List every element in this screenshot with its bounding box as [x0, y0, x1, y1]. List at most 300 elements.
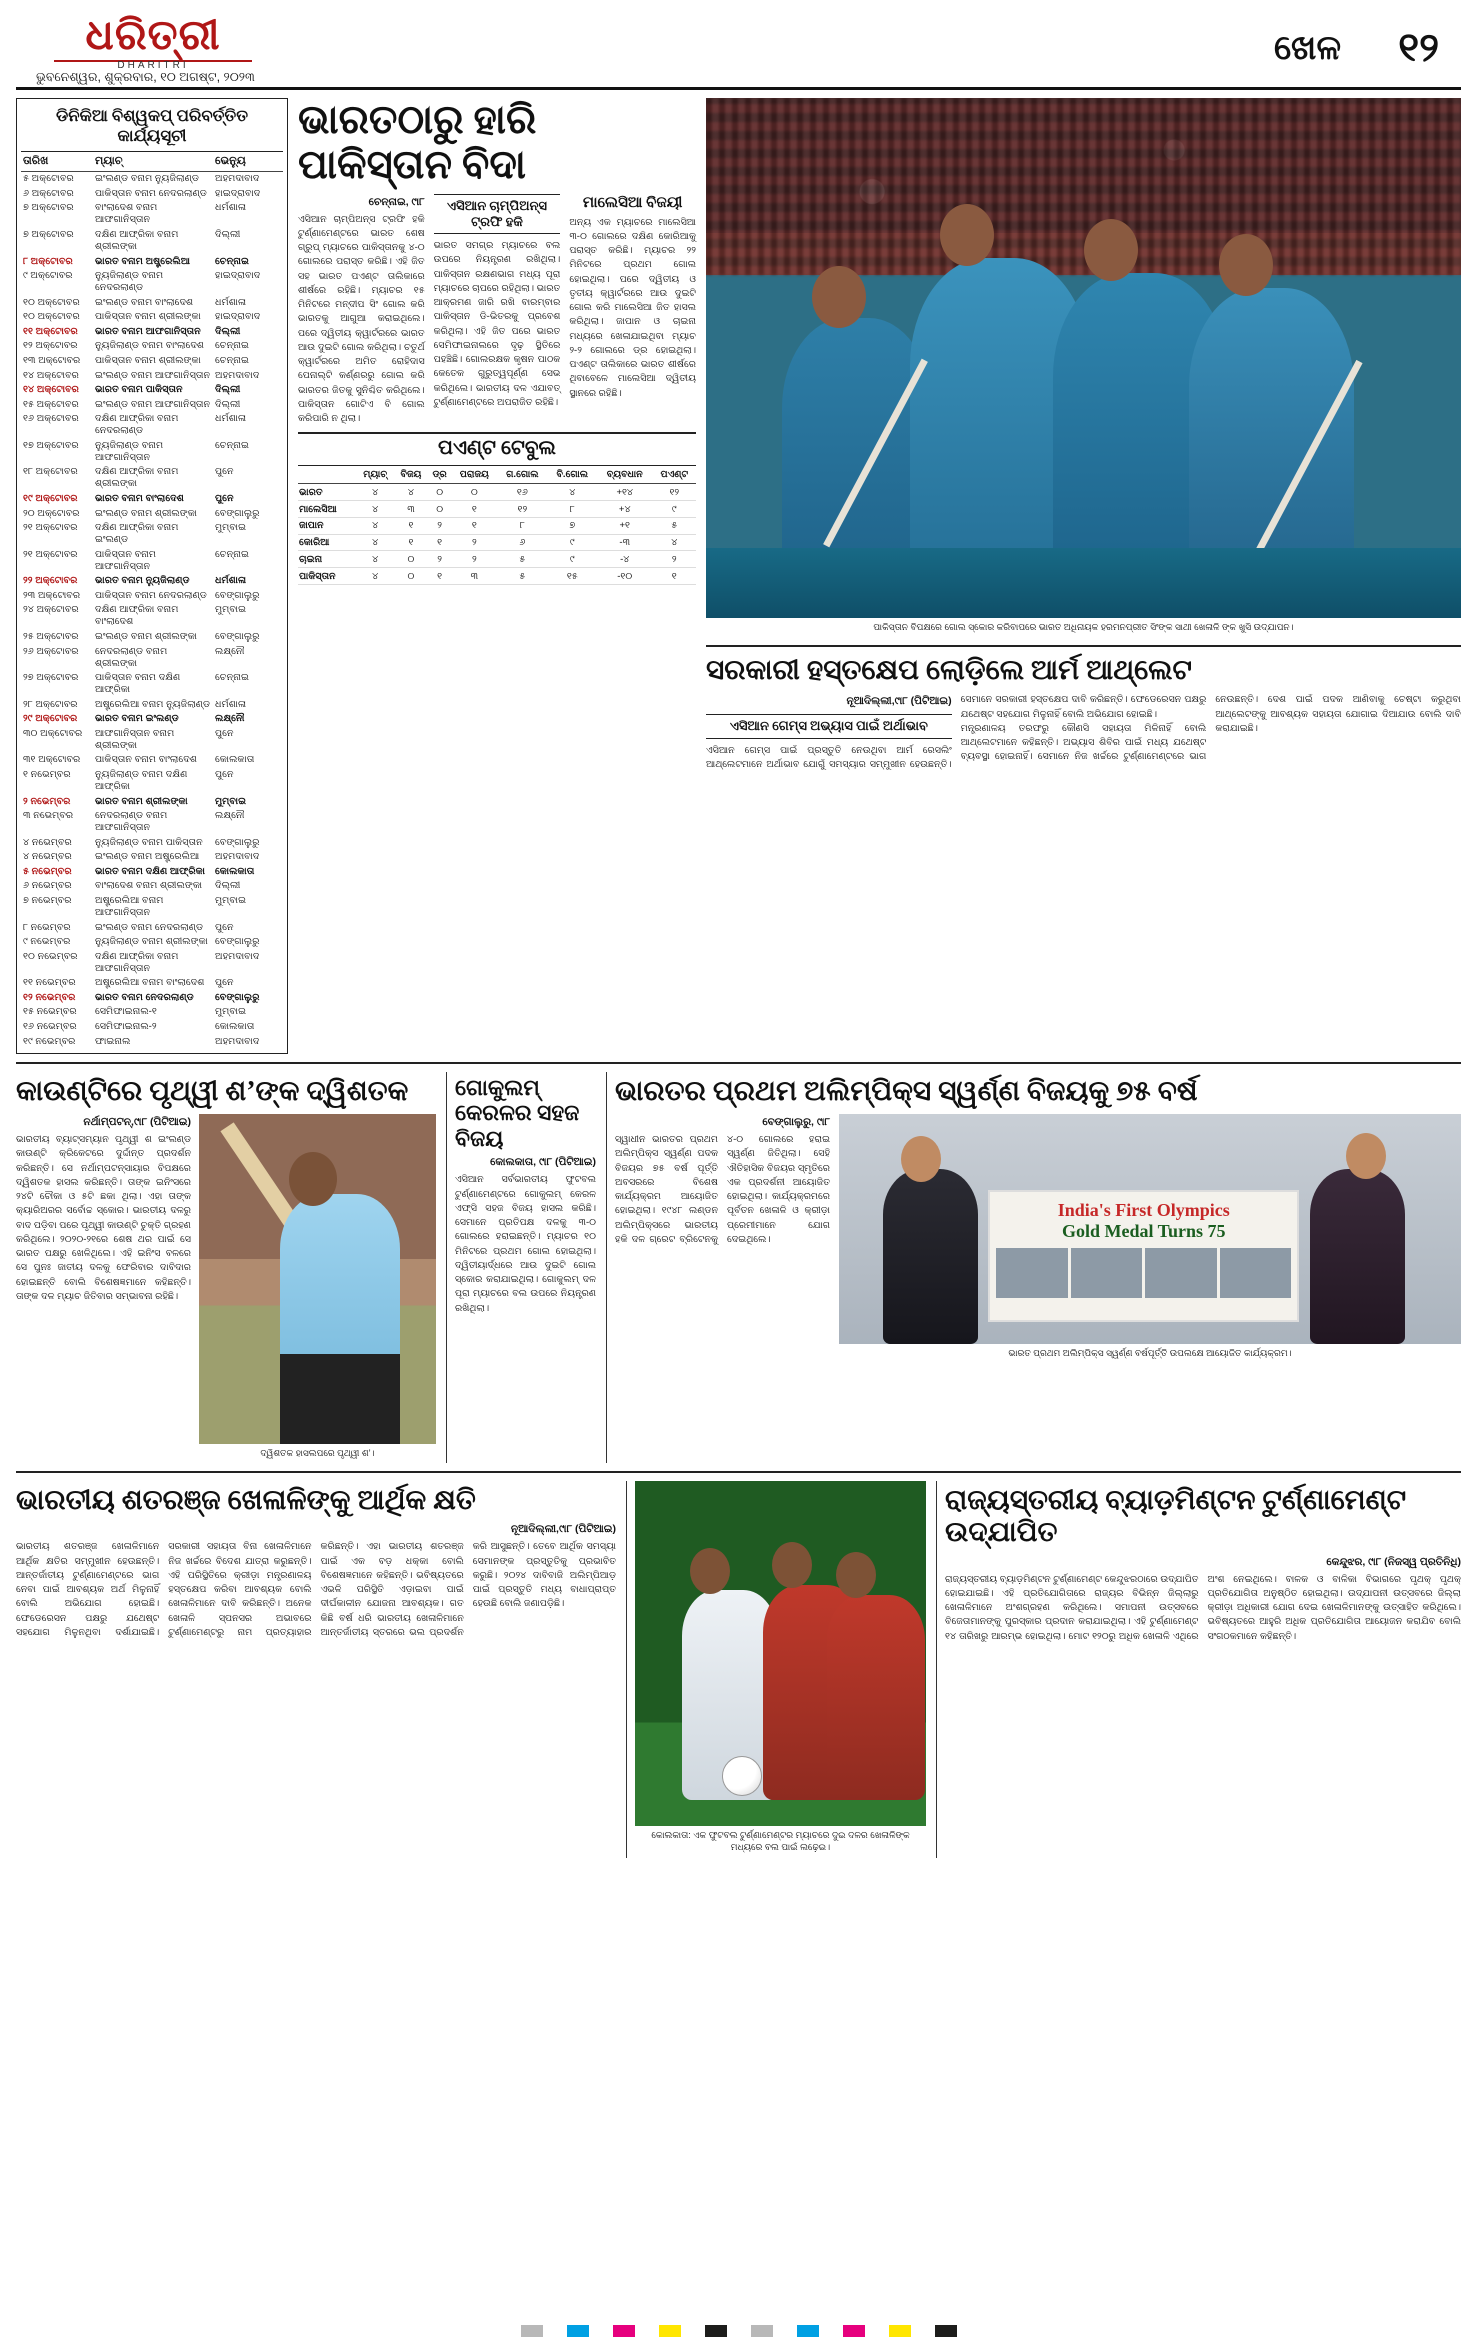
schedule-row	[21, 1005, 283, 1020]
schedule-cell-m: ଅଷ୍ଟ୍ରେଲିଆ ବନାମ ଆଫଗାନିସ୍ତାନ	[95, 895, 164, 919]
story7-column	[936, 1481, 1461, 1857]
story6-body: ଭାରତୀୟ ଶତରଞ୍ଜ ଖେଳାଳିମାନେ ଆର୍ଥିକ କ୍ଷତିର ସମ୍ମୁଖୀନ ହେଉଛନ୍ତି। ଆନ୍ତର୍ଜାତୀୟ ଟୁର୍ଣ୍ଣାମେଣ୍ଟରେ ଭାଗ ନେବା ପାଇଁ ଆବଶ୍ୟକ ଅର୍ଥ ମିଳୁନାହିଁ ବୋଲି ଅଭିଯୋଗ ହୋଇଛି। ଫେଡେରେସନ ପକ୍ଷରୁ ଯଥେଷ୍ଟ ସହଯୋଗ ମିଳୁନଥିବା ଦର୍ଶାଯାଇଛି। ସରକାରୀ ସହାୟତା ବିନା ଖେଳାଳିମାନେ ନିଜ ଖର୍ଚ୍ଚରେ ବିଦେଶ ଯାତ୍ରା କରୁଛନ୍ତି। ଏହି ପରିସ୍ଥିତିରେ କ୍ରୀଡ଼ା ମନ୍ତ୍ରଣାଳୟ ହସ୍ତକ୍ଷେପ କରିବା ଆବଶ୍ୟକ ବୋଲି ଖେଳାଳିମାନେ ଦାବି କରିଛନ୍ତି। ଅନେକ ଖେଳାଳି ସ୍ପନସର ଅଭାବରେ ଟୁର୍ଣ୍ଣାମେଣ୍ଟରୁ ନାମ ପ୍ରତ୍ୟାହାର କରିଛନ୍ତି। ଏହା ଭାରତୀୟ ଶତରଞ୍ଜ ପାଇଁ ଏକ ବଡ଼ ଧକ୍କା ବୋଲି ବିଶେଷଜ୍ଞମାନେ କହିଛନ୍ତି। ଭବିଷ୍ୟତରେ ଏଭଳି ପରିସ୍ଥିତି ଏଡ଼ାଇବା ପାଇଁ ଦୀର୍ଘକାଳୀନ ଯୋଜନା ଆବଶ୍ୟକ। ଗତ କିଛି ବର୍ଷ ଧରି ଭାରତୀୟ ଖେଳାଳିମାନେ ଆନ୍ତର୍ଜାତୀୟ ସ୍ତରରେ ଭଲ ପ୍ରଦର୍ଶନ କରି ଆସୁଛନ୍ତି। ତେବେ ଆର୍ଥିକ ସମସ୍ୟା ସେମାନଙ୍କ ପ୍ରସ୍ତୁତିକୁ ପ୍ରଭାବିତ କରୁଛି। ୨୦୨୪ ଦାବିବାଜି ଅଲିମ୍ପିଆଡ଼ ପାଇଁ ପ୍ରସ୍ତୁତି ମଧ୍ୟ ବାଧାପ୍ରାପ୍ତ ହେଉଛି ବୋଲି ଜଣାପଡ଼ିଛି।	[16, 1541, 616, 1638]
schedule-row	[21, 172, 283, 187]
schedule-cell-d: ୫ ଅକ୍ଟୋବର	[23, 173, 74, 185]
schedule-cell-m: ଇଂଲଣ୍ଡ ବନାମ ଶ୍ରୀଲଙ୍କା	[95, 507, 197, 519]
story5-photo-wrap	[839, 1114, 1461, 1363]
schedule-cell-m: ଅଷ୍ଟ୍ରେଲିଆ ବନାମ ନ୍ୟୁଜିଲାଣ୍ଡ	[95, 698, 211, 710]
schedule-cell-m: ଦକ୍ଷିଣ ଆଫ୍ରିକା ବନାମ ନେଦରଲାଣ୍ଡ	[95, 413, 179, 437]
publication-dateline: ଭୁବନେଶ୍ୱର, ଶୁକ୍ରବାର, ୧୦ ଅଗଷ୍ଟ, ୨୦୨୩	[36, 70, 255, 84]
schedule-title: ଡିନିକିଆ ବିଶ୍ୱକପ୍ ପରିବର୍ତ୍ତିତ କାର୍ଯ୍ୟସୂଚୀ	[21, 103, 283, 152]
point-table-row	[298, 551, 696, 568]
schedule-row	[21, 397, 283, 412]
lead-dateline: ଚେନ୍ନାଇ, ୯ା୮	[368, 195, 425, 208]
schedule-row	[21, 1034, 283, 1049]
schedule-cell-v: ଚେନ୍ନାଇ	[215, 255, 249, 267]
schedule-cell-v: ଅହମଦାବାଦ	[215, 851, 260, 863]
schedule-cell-m: ଆଫଗାନିସ୍ତାନ ବନାମ ଶ୍ରୀଲଙ୍କା	[95, 727, 175, 751]
schedule-cell-m: ଦକ୍ଷିଣ ଆଫ୍ରିକା ବନାମ ଇଂଲଣ୍ଡ	[95, 522, 179, 546]
schedule-cell-m: ପାକିସ୍ତାନ ବନାମ ବାଂଲାଦେଶ	[95, 754, 197, 766]
person-left-face	[901, 1136, 941, 1182]
print-registration-bar	[0, 2323, 1477, 2339]
schedule-cell-d: ୮ ଅକ୍ଟୋବର	[23, 255, 73, 267]
point-table-header-cell: ବି.ଗୋଲ	[548, 466, 597, 484]
point-table-value: ୪	[548, 484, 597, 501]
schedule-cell-v: ମୁମ୍ବାଇ	[215, 604, 247, 616]
newspaper-logo	[38, 14, 268, 71]
schedule-row	[21, 727, 283, 754]
schedule-row	[21, 768, 283, 795]
lead-body-2: ଭାରତ ସମଗ୍ର ମ୍ୟାଚରେ ବଲ ଉପରେ ନିୟନ୍ତ୍ରଣ ରଖିଥିଲା। ପାକିସ୍ତାନ ରକ୍ଷଣଭାଗ ମଧ୍ୟ ପୂରା ମ୍ୟାଚରେ ଚାପରେ ରହିଥିଲା। ଭାରତ ଆକ୍ରମଣ ଜାରି ରଖି ବାରମ୍ବାର ପାକିସ୍ତାନ ଡି-ଭିତରକୁ ପ୍ରବେଶ କରିଥିଲା। ଏହି ଜିତ ପରେ ଭାରତ ସେମିଫାଇନାଲରେ ଦୃଢ଼ ସ୍ଥିତିରେ ପହଞ୍ଚିଛି। ଗୋଲରକ୍ଷକ କୃଷନ ପାଠକ କେତେକ ଗୁରୁତ୍ୱପୂର୍ଣ୍ଣ ସେଭ କରିଥିଲେ। ଭାରତୀୟ ଦଳ ଏଯାବତ୍ ଟୁର୍ଣ୍ଣାମେଣ୍ଟରେ ଅପରାଜିତ ରହିଛି।	[433, 240, 561, 408]
story3-body: ଭାରତୀୟ ବ୍ୟାଟ୍‌ସମ୍ୟାନ ପୃଥ୍ୱୀ ଶ ଇଂଲଣ୍ଡ କାଉଣ୍ଟି କ୍ରିକେଟରେ ଦୁର୍ଦ୍ଦାନ୍ତ ପ୍ରଦର୍ଶନ କରିଛନ୍ତି। ସେ ନର୍ଥାମ୍ପଟନ୍‌ସାୟାର ବିପକ୍ଷରେ ଦ୍ୱିଶତକ ହାସଲ କରିଛନ୍ତି। ତାଙ୍କ ଇନିଂସରେ ୨୪ଟି ଚୌକା ଓ ୫ଟି ଛକା ଥିଲା। ଏହା ତାଙ୍କ କ୍ୟାରିଅରର ସର୍ବୋଚ୍ଚ ସ୍କୋର। ଭାରତୀୟ ଦଳରୁ ବାଦ ପଡ଼ିବା ପରେ ପୃଥ୍ୱୀ କାଉଣ୍ଟି ଚୁକ୍ତି ଗ୍ରହଣ କରିଥିଲେ। ୨୦୨୦-୨୧ରେ ଶେଷ ଥର ପାଇଁ ସେ ଭାରତ ପକ୍ଷରୁ ଖେଳିଥିଲେ। ଏହି ଇନିଂସ ବଳରେ ସେ ପୁନଃ ଜାତୀୟ ଦଳକୁ ଫେରିବାର ଦାବିଦାର ହୋଇଛନ୍ତି ବୋଲି ବିଶେଷଜ୍ଞମାନେ କହିଛନ୍ତି। ତାଙ୍କ ଦଳ ମ୍ୟାଚ ଜିତିବାର ସମ୍ଭାବନା ରହିଛି।	[16, 1134, 191, 1302]
schedule-col-date: ତାରିଖ	[21, 152, 93, 172]
story3-column	[16, 1072, 436, 1463]
story2-body-columns	[706, 693, 1461, 772]
schedule-row	[21, 920, 283, 935]
commemorative-banner	[988, 1190, 1299, 1322]
story6-column	[16, 1481, 616, 1857]
schedule-row	[21, 850, 283, 865]
section-rule-1	[706, 645, 1461, 647]
schedule-cell-m: ନ୍ୟୁଜିଲାଣ୍ଡ ବନାମ ଆଫଗାନିସ୍ତାନ	[95, 439, 164, 463]
banner-photo-1	[996, 1248, 1068, 1298]
schedule-cell-m: ନେଦରଲାଣ୍ଡ ବନାମ ଶ୍ରୀଲଙ୍କା	[95, 645, 168, 669]
schedule-cell-v: ଦିଲ୍ଲୀ	[215, 325, 241, 337]
schedule-row	[21, 368, 283, 383]
schedule-col-match: ମ୍ୟାଚ୍	[93, 152, 213, 172]
schedule-row	[21, 753, 283, 768]
schedule-cell-d: ୧୯ ଅକ୍ଟୋବର	[23, 493, 78, 505]
schedule-cell-v: ଅହମଦାବାଦ	[215, 950, 260, 962]
player-4-head	[1219, 234, 1273, 296]
schedule-row	[21, 991, 283, 1006]
schedule-cell-m: ନ୍ୟୁଜିଲାଣ୍ଡ ବନାମ ପାକିସ୍ତାନ	[95, 836, 203, 848]
schedule-cell-v: ଧର୍ମଶାଳା	[215, 202, 247, 214]
schedule-cell-d: ୧୫ ନଭେମ୍ବର	[23, 1006, 77, 1018]
point-table-value: ୫	[497, 568, 548, 585]
point-table-value: ୧	[452, 517, 498, 534]
player-2-head	[940, 204, 994, 266]
footballer-red-2-head	[836, 1552, 876, 1598]
point-table-value: ୩	[452, 568, 498, 585]
schedule-row	[21, 949, 283, 976]
story3-photo-caption: ଦ୍ୱିଶତକ ହାସଲପରେ ପୃଥ୍ୱୀ ଶ’।	[260, 1448, 375, 1459]
schedule-cell-d: ୭ ଅକ୍ଟୋବର	[23, 229, 74, 241]
point-table-value: ୯	[548, 551, 597, 568]
registration-swatch	[843, 2325, 865, 2337]
schedule-cell-d: ୯ ନଭେମ୍ବର	[23, 936, 71, 948]
schedule-col-venue: ଭେନ୍ୟୁ	[213, 152, 283, 172]
schedule-row	[21, 809, 283, 836]
point-table-value: ୪	[356, 534, 394, 551]
schedule-cell-d: ୭ ନଭେମ୍ବର	[23, 895, 72, 907]
schedule-cell-d: ୬ ନଭେମ୍ବର	[23, 880, 72, 892]
point-table-team: କୋରିଆ	[298, 534, 356, 551]
story3-text-wrap	[16, 1114, 191, 1463]
lead-photo-caption: ପାକିସ୍ତାନ ବିପକ୍ଷରେ ଗୋଲ ସ୍କୋର କରିବାପରେ ଭାରତ ଅଧିନାୟକ ହରମନପ୍ରୀତ ସିଂଙ୍କ ସାଥୀ ଖେଳାଳି ଙ୍କ ଖୁସି ଉଦ୍‌ଯାପନ।	[873, 622, 1294, 632]
schedule-row	[21, 187, 283, 202]
schedule-row	[21, 644, 283, 671]
point-table-value: ୧	[653, 568, 696, 585]
story5-dateline: ବେଙ୍ଗାଲୁରୁ, ୯ା୮	[762, 1116, 830, 1129]
schedule-cell-m: ବାଂଲାଦେଶ ବନାମ ଶ୍ରୀଲଙ୍କା	[95, 880, 203, 892]
point-table-value: ୪	[394, 484, 428, 501]
schedule-row	[21, 879, 283, 894]
point-table-value: ୧୬	[497, 484, 548, 501]
schedule-cell-v: ଦିଲ୍ଲୀ	[215, 398, 241, 410]
player-1-head	[812, 266, 866, 328]
schedule-cell-d: ୨୩ ଅକ୍ଟୋବର	[23, 589, 81, 601]
lead-subhead-1: ଏସିଆନ ଚାମ୍ପିଅନ୍ସ ଟ୍ରଫି ହକି	[434, 194, 561, 235]
schedule-cell-d: ୧୨ ଅକ୍ଟୋବର	[23, 340, 78, 352]
schedule-cell-v: ପୁନେ	[215, 977, 234, 989]
point-table-value: ୨	[452, 534, 498, 551]
schedule-cell-v: ଧର୍ମଶାଳା	[215, 296, 247, 308]
point-table	[298, 466, 696, 585]
schedule-cell-m: ନ୍ୟୁଜିଲାଣ୍ଡ ବନାମ ନେଦରଲାଣ୍ଡ	[95, 270, 164, 294]
lead-story-column	[298, 98, 696, 1054]
point-table-body	[298, 484, 696, 585]
schedule-cell-v: କୋଲକାତା	[215, 754, 255, 766]
point-table-value: ୧	[428, 568, 452, 585]
schedule-cell-m: ଭାରତ ବନାମ ଅଷ୍ଟ୍ରେଲିଆ	[95, 255, 190, 267]
schedule-cell-v: ବେଙ୍ଗାଲୁରୁ	[215, 507, 260, 519]
point-table-value: ୨	[428, 517, 452, 534]
schedule-cell-m: ପାକିସ୍ତାନ ବନାମ ଆଫଗାନିସ୍ତାନ	[95, 548, 157, 572]
point-table-value: ୪	[356, 551, 394, 568]
registration-swatch	[751, 2325, 773, 2337]
schedule-cell-d: ୪ ନଭେମ୍ବର	[23, 836, 72, 848]
schedule-row	[21, 325, 283, 340]
schedule-cell-m: ପାକିସ୍ତାନ ବନାମ ନେଦରଲାଣ୍ଡ	[95, 589, 207, 601]
schedule-cell-v: କୋଲକାତା	[215, 1021, 255, 1033]
schedule-cell-v: ପୁନେ	[215, 727, 234, 739]
point-table-value: ୨	[428, 551, 452, 568]
schedule-cell-m: ନେଦରଲାଣ୍ଡ ବନାମ ଆଫଗାନିସ୍ତାନ	[95, 810, 168, 834]
football-match-photo	[635, 1481, 926, 1826]
point-table-value: ୦	[428, 501, 452, 518]
schedule-cell-d: ୨୯ ଅକ୍ଟୋବର	[23, 713, 78, 725]
point-table-value: ୪	[356, 517, 394, 534]
schedule-cell-m: ପାକିସ୍ତାନ ବନାମ ଦକ୍ଷିଣ ଆଫ୍ରିକା	[95, 672, 181, 696]
story7-headline: ରାଜ୍ୟସ୍ତରୀୟ ବ୍ୟାଡ଼ମିଣ୍ଟନ ଟୁର୍ଣ୍ଣାମେଣ୍ଟ ଉଦ୍‌ଯାପିତ	[945, 1485, 1407, 1549]
point-table-value: ୭	[548, 517, 597, 534]
footballer-red-2	[827, 1595, 925, 1800]
page-number: ୧୨	[1398, 25, 1439, 70]
schedule-row	[21, 630, 283, 645]
point-table-value: ୦	[394, 551, 428, 568]
olympics-anniversary-photo	[839, 1114, 1461, 1344]
schedule-cell-d: ୨୫ ଅକ୍ଟୋବର	[23, 631, 79, 643]
story3-photo-wrap	[199, 1114, 436, 1463]
story2-body-2: ମନ୍ତ୍ରଣାଳୟ ତରଫରୁ କୌଣସି ସହାୟତା ମିଳିନାହିଁ ବୋଲି ଆଥ୍‌ଲେଟମାନେ କହିଛନ୍ତି। ଅଭ୍ୟାସ ଶିବିର ପାଇଁ ମଧ୍ୟ ଯଥେଷ୍ଟ ବ୍ୟବସ୍ଥା ହୋଇନାହିଁ। ସେମାନେ ନିଜ ଖର୍ଚ୍ଚରେ ଟୁର୍ଣ୍ଣାମେଣ୍ଟରେ ଭାଗ ନେଉଛନ୍ତି। ଦେଶ ପାଇଁ ପଦକ ଆଣିବାକୁ ଚେଷ୍ଟା କରୁଥିବା ଆଥ୍‌ଲେଟଙ୍କୁ ଆବଶ୍ୟକ ସହାୟତା ଯୋଗାଇ ଦିଆଯାଉ ବୋଲି ଦାବି କରାଯାଇଛି।	[960, 694, 1461, 763]
point-table-value: ୮	[497, 517, 548, 534]
schedule-cell-v: ମୁମ୍ବାଇ	[215, 1006, 247, 1018]
point-table-value: ୨	[452, 551, 498, 568]
schedule-cell-v: ଧର୍ମଶାଳା	[215, 413, 247, 425]
point-table-team: ପାକିସ୍ତାନ	[298, 568, 356, 585]
schedule-cell-v: ବେଙ୍ଗାଲୁରୁ	[215, 836, 260, 848]
schedule-cell-v: ବେଙ୍ଗାଲୁରୁ	[215, 589, 260, 601]
schedule-row	[21, 865, 283, 880]
point-table-header-cell: ମ୍ୟାଚ୍	[356, 466, 394, 484]
schedule-cell-v: ଚେନ୍ନାଇ	[215, 355, 249, 367]
schedule-cell-v: ଦିଲ୍ଲୀ	[215, 384, 241, 396]
schedule-cell-v: ହାଇଦ୍ରାବାଦ	[215, 187, 261, 199]
schedule-row	[21, 794, 283, 809]
point-table-header-cell: ବ୍ୟବଧାନ	[597, 466, 653, 484]
schedule-cell-d: ୧୬ ଅକ୍ଟୋବର	[23, 413, 79, 425]
story3-layout	[16, 1114, 436, 1463]
point-table-value: ୦	[452, 484, 498, 501]
schedule-cell-v: ମୁମ୍ବାଇ	[215, 522, 247, 534]
batsman-head	[289, 1152, 337, 1206]
schedule-row	[21, 712, 283, 727]
story5-photo-caption: ଭାରତ ପ୍ରଥମ ଅଲିମ୍ପିକ୍ସ ସ୍ୱର୍ଣ୍ଣ ବର୍ଷପୂର୍ତ୍ତି ଉପଲକ୍ଷେ ଆୟୋଜିତ କାର୍ଯ୍ୟକ୍ରମ।	[1008, 1348, 1292, 1359]
story6-dateline: ନୂଆଦିଲ୍ଲୀ,୯ା୮ (ପିଟିଆଇ)	[510, 1523, 616, 1536]
point-table-value: ୧	[394, 534, 428, 551]
point-table-value: ୯	[548, 534, 597, 551]
point-table-value: ୩	[394, 501, 428, 518]
schedule-cell-v: ପୁନେ	[215, 769, 234, 781]
story4-column	[446, 1072, 596, 1463]
story5-column	[606, 1072, 1461, 1463]
point-table-header-cell: ଡ୍ର	[428, 466, 452, 484]
schedule-row	[21, 589, 283, 604]
banner-line-2: Gold Medal Turns 75	[1062, 1221, 1226, 1242]
registration-swatch	[797, 2325, 819, 2337]
schedule-cell-v: ଲକ୍ଷ୍ନୌ	[215, 810, 245, 822]
point-table-title: ପଏଣ୍ଟ ଟେବୁଲ	[298, 432, 696, 466]
schedule-header-row	[21, 152, 283, 172]
story2-boxhead: ଏସିଆନ ଗେମ୍ସ ଅଭ୍ୟାସ ପାଇଁ ଅର୍ଥାଭାବ	[706, 714, 952, 738]
schedule-row	[21, 354, 283, 369]
schedule-cell-d: ୩୧ ଅକ୍ଟୋବର	[23, 754, 81, 766]
schedule-cell-d: ୨୬ ଅକ୍ଟୋବର	[23, 645, 79, 657]
person-left	[883, 1169, 978, 1344]
schedule-box	[16, 98, 288, 1054]
point-table-row	[298, 568, 696, 585]
schedule-cell-m: ଇଂଲଣ୍ଡ ବନାମ ଅଷ୍ଟ୍ରେଲିଆ	[95, 851, 200, 863]
point-table-row	[298, 501, 696, 518]
masthead	[16, 12, 1461, 90]
schedule-cell-m: ଦକ୍ଷିଣ ଆଫ୍ରିକା ବନାମ ଶ୍ରୀଲଙ୍କା	[95, 229, 179, 252]
schedule-cell-d: ୧୦ ନଭେମ୍ବର	[23, 950, 78, 962]
schedule-cell-d: ୧୨ ନଭେମ୍ବର	[23, 991, 76, 1003]
point-table-value: +୧୪	[597, 484, 653, 501]
schedule-row	[21, 1020, 283, 1035]
banner-photo-strip	[990, 1242, 1297, 1304]
story5-headline: ଭାରତର ପ୍ରଥମ ଅଲିମ୍ପିକ୍ସ ସ୍ୱର୍ଣ୍ଣ ବିଜୟକୁ ୭୫ ବର୍ଷ	[615, 1075, 1198, 1107]
banner-photo-4	[1220, 1248, 1292, 1298]
schedule-row	[21, 547, 283, 574]
point-table-value: ୧୨	[653, 484, 696, 501]
schedule-row	[21, 894, 283, 921]
point-table-value: ୪	[356, 484, 394, 501]
schedule-cell-v: ହାଇଦ୍ରାବାଦ	[215, 311, 261, 323]
schedule-cell-m: ଭାରତ ବନାମ ଇଂଲଣ୍ଡ	[95, 713, 179, 725]
schedule-cell-v: ଦିଲ୍ଲୀ	[215, 880, 241, 892]
schedule-cell-v: ଧର୍ମଶାଳା	[215, 575, 247, 587]
registration-swatch	[659, 2325, 681, 2337]
point-table-value: ୮	[548, 501, 597, 518]
schedule-cell-d: ୧୭ ଅକ୍ଟୋବର	[23, 439, 79, 451]
schedule-cell-m: ଇଂଲଣ୍ଡ ବନାମ ଆଫଗାନିସ୍ତାନ	[95, 398, 211, 410]
lead-body-1: ଏସିଆନ ଚାମ୍ପିଅନ୍ସ ଟ୍ରଫି ହକି ଟୁର୍ଣ୍ଣାମେଣ୍ଟରେ ଭାରତ ଶେଷ ଗ୍ରୁପ୍ ମ୍ୟାଚରେ ପାକିସ୍ତାନକୁ ୪-୦ ଗୋଲରେ ପରାସ୍ତ କରିଛି। ଏହି ଜିତ ସହ ଭାରତ ପଏଣ୍ଟ ତାଲିକାରେ ଶୀର୍ଷରେ ରହିଛି। ମ୍ୟାଚର ୧୫ ମିନିଟରେ ମନ୍‌ଦୀପ ସିଂ ଗୋଲ କରି ଭାରତକୁ ଆଗୁଆ କରାଇଥିଲେ। ପରେ ଦ୍ୱିତୀୟ କ୍ୱାର୍ଟରରେ ଭାରତ ଆଉ ଦୁଇଟି ଗୋଲ କରିଥିଲା। ଚତୁର୍ଥ କ୍ୱାର୍ଟରରେ ଅମିତ ରୋହିଦାସ ପେନାଲ୍ଟି କର୍ଣ୍ଣରରୁ ଗୋଲ କରି ଭାରତର ଜିତକୁ ସୁନିଶ୍ଚିତ କରିଥିଲେ। ପାକିସ୍ତାନ ଗୋଟିଏ ବି ଗୋଲ କରିପାରି ନ ଥିଲା।	[298, 213, 425, 425]
schedule-cell-m: ଫାଇନାଲ	[95, 1035, 131, 1047]
schedule-cell-d: ୩୦ ଅକ୍ଟୋବର	[23, 727, 83, 739]
story2-body-1: ଏସିଆନ ଗେମ୍ସ ପାଇଁ ପ୍ରସ୍ତୁତି ନେଉଥିବା ଆର୍ମ ରେସଲିଂ ଆଥ୍‌ଲେଟମାନେ ଅର୍ଥାଭାବ ଯୋଗୁଁ ସମସ୍ୟାର ସମ୍ମୁଖୀନ ହେଉଛନ୍ତି। ସେମାନେ ସରକାରୀ ହସ୍ତକ୍ଷେପ ଦାବି କରିଛନ୍ତି। ଫେଡେରେସନ ପକ୍ଷରୁ ଯଥେଷ୍ଟ ସହଯୋଗ ମିଳୁନାହିଁ ବୋଲି ଅଭିଯୋଗ ହୋଇଛି।	[706, 694, 1207, 770]
schedule-cell-d: ୭ ଅକ୍ଟୋବର	[23, 202, 74, 214]
point-table-value: +୧	[597, 517, 653, 534]
section-rule-2	[16, 1062, 1461, 1064]
pitch-surface	[706, 548, 1461, 618]
point-table-row	[298, 534, 696, 551]
point-table-value: ୧	[452, 501, 498, 518]
schedule-cell-d: ୨୦ ଅକ୍ଟୋବର	[23, 507, 80, 519]
registration-swatch	[935, 2325, 957, 2337]
schedule-row	[21, 935, 283, 950]
cricketer-photo	[199, 1114, 436, 1444]
point-table-team: ଭାରତ	[298, 484, 356, 501]
schedule-cell-v: ବେଙ୍ଗାଲୁରୁ	[215, 991, 260, 1003]
schedule-row	[21, 521, 283, 548]
banner-photo-3	[1145, 1248, 1217, 1298]
schedule-cell-m: ପାକିସ୍ତାନ ବନାମ ଶ୍ରୀଲଙ୍କା	[95, 355, 201, 367]
point-table-header-cell: ପରାଜୟ	[452, 466, 498, 484]
schedule-row	[21, 295, 283, 310]
point-table-value: ୯	[653, 501, 696, 518]
footballer-red-1-head	[772, 1542, 812, 1588]
schedule-row	[21, 835, 283, 850]
schedule-cell-m: ଭାରତ ବନାମ ଦକ୍ଷିଣ ଆଫ୍ରିକା	[95, 865, 205, 877]
point-table-value: ୦	[394, 568, 428, 585]
point-table-team: ଜାପାନ	[298, 517, 356, 534]
story2-headline: ସରକାରୀ ହସ୍ତକ୍ଷେପ ଲୋଡ଼ିଲେ ଆର୍ମ ଆଥ୍‌ଲେଟ	[706, 655, 1192, 687]
schedule-cell-m: ଭାରତ ବନାମ ଆଫଗାନିସ୍ତାନ	[95, 325, 201, 337]
registration-swatch	[705, 2325, 727, 2337]
schedule-cell-d: ୨୪ ଅକ୍ଟୋବର	[23, 604, 79, 616]
story7-body: ରାଜ୍ୟସ୍ତରୀୟ ବ୍ୟାଡ଼ମିଣ୍ଟନ ଟୁର୍ଣ୍ଣାମେଣ୍ଟ କେନ୍ଦୁଝରଠାରେ ଉଦ୍‌ଯାପିତ ହୋଇଯାଇଛି। ଏହି ପ୍ରତିଯୋଗିତାରେ ରାଜ୍ୟର ବିଭିନ୍ନ ଜିଲ୍ଲାରୁ ଖେଳାଳିମାନେ ଅଂଶଗ୍ରହଣ କରିଥିଲେ। ସମାପନୀ ଉତ୍ସବରେ ବିଜେତାମାନଙ୍କୁ ପୁରସ୍କାର ପ୍ରଦାନ କରାଯାଇଥିଲା। ଏହି ଟୁର୍ଣ୍ଣାମେଣ୍ଟ ୧୪ ତାରିଖରୁ ଆରମ୍ଭ ହୋଇଥିଲା। ମୋଟ ୧୨୦ରୁ ଅଧିକ ଖେଳାଳି ଏଥିରେ ଅଂଶ ନେଇଥିଲେ। ବାଳକ ଓ ବାଳିକା ବିଭାଗରେ ପୃଥକ୍ ପୃଥକ୍ ପ୍ରତିଯୋଗିତା ଅନୁଷ୍ଠିତ ହୋଇଥିଲା। ଉଦ୍‌ଯାପନୀ ଉତ୍ସବରେ ଜିଲ୍ଲା କ୍ରୀଡ଼ା ଅଧିକାରୀ ଯୋଗ ଦେଇ ଖେଳାଳିମାନଙ୍କୁ ଉତ୍ସାହିତ କରିଥିଲେ। ଭବିଷ୍ୟତରେ ଆହୁରି ଅଧିକ ପ୍ରତିଯୋଗିତା ଆୟୋଜନ କରାଯିବ ବୋଲି ସଂଗଠକମାନେ କହିଛନ୍ତି।	[945, 1573, 1461, 1642]
schedule-cell-d: ୧୪ ଅକ୍ଟୋବର	[23, 384, 79, 396]
story5-text-wrap	[615, 1114, 830, 1363]
story5-body: ସ୍ୱାଧୀନ ଭାରତର ପ୍ରଥମ ଅଲିମ୍ପିକ୍ସ ସ୍ୱର୍ଣ୍ଣ ପଦକ ବିଜୟର ୭୫ ବର୍ଷ ପୂର୍ତ୍ତି ଅବସରରେ ବିଶେଷ କାର୍ଯ୍ୟକ୍ରମ ଆୟୋଜିତ ହୋଇଥିଲା। ୧୯୪୮ ଲଣ୍ଡନ ଅଲିମ୍ପିକ୍ସରେ ଭାରତୀୟ ହକି ଦଳ ଗ୍ରେଟ ବ୍ରିଟେନକୁ ୪-୦ ଗୋଲରେ ହରାଇ ସ୍ୱର୍ଣ୍ଣ ଜିତିଥିଲା। ସେହି ଐତିହାସିକ ବିଜୟର ସ୍ମୃତିରେ ଏକ ପ୍ରଦର୍ଶନୀ ଆୟୋଜିତ ହୋଇଥିଲା। କାର୍ଯ୍ୟକ୍ରମରେ ପୂର୍ବତନ ଖେଳାଳି ଓ କ୍ରୀଡ଼ା ପ୍ରେମୀମାନେ ଯୋଗ ଦେଇଥିଲେ।	[615, 1134, 830, 1245]
point-table-row	[298, 484, 696, 501]
schedule-row	[21, 310, 283, 325]
point-table-team: ଚାଇନା	[298, 551, 356, 568]
lead-body-3: ଅନ୍ୟ ଏକ ମ୍ୟାଚରେ ମାଲେସିଆ ୩-୦ ଗୋଲରେ ଦକ୍ଷିଣ କୋରିଆକୁ ପରାସ୍ତ କରିଛି। ମ୍ୟାଚର ୨୨ ମିନିଟରେ ପ୍ରଥମ ଗୋଲ ହୋଇଥିଲା। ପରେ ଦ୍ୱିତୀୟ ଓ ତୃତୀୟ କ୍ୱାର୍ଟରରେ ଆଉ ଦୁଇଟି ଗୋଲ କରି ମାଲେସିଆ ଜିତ ହାସଲ କରିଥିଲା। ଜାପାନ ଓ ଚାଇନା ମଧ୍ୟରେ ଖେଳାଯାଇଥିବା ମ୍ୟାଚ ୨-୨ ଗୋଲରେ ଡ୍ର ହୋଇଥିଲା। ପଏଣ୍ଟ ତାଲିକାରେ ଭାରତ ଶୀର୍ଷରେ ଥିବାବେଳେ ମାଲେସିଆ ଦ୍ୱିତୀୟ ସ୍ଥାନରେ ରହିଛି।	[569, 216, 696, 399]
schedule-cell-d: ୧୦ ଅକ୍ଟୋବର	[23, 296, 80, 308]
schedule-row	[21, 254, 283, 269]
schedule-cell-m: ଇଂଲଣ୍ଡ ବନାମ ନେଦରଲାଣ୍ଡ	[95, 921, 204, 933]
schedule-cell-m: ଭାରତ ବନାମ ଶ୍ରୀଲଙ୍କା	[95, 795, 188, 807]
story3-headline: କାଉଣ୍ଟିରେ ପୃଥ୍ୱୀ ଶ’ଙ୍କ ଦ୍ୱିଶତକ	[16, 1075, 409, 1107]
schedule-cell-v: କୋଲକାତା	[215, 865, 255, 877]
schedule-cell-v: ଲକ୍ଷ୍ନୌ	[215, 713, 245, 725]
schedule-cell-m: ଅଷ୍ଟ୍ରେଲିଆ ବନାମ ବାଂଲାଦେଶ	[95, 977, 205, 989]
football-photo-column	[626, 1481, 926, 1857]
schedule-row	[21, 603, 283, 630]
schedule-row	[21, 412, 283, 439]
schedule-cell-d: ୧୧ ଅକ୍ଟୋବର	[23, 325, 78, 337]
schedule-cell-d: ୫ ନଭେମ୍ବର	[23, 865, 72, 877]
story3-dateline: ନର୍ଥାମ୍ପଟନ୍,୯ା୮ (ପିଟିଆଇ)	[83, 1116, 191, 1129]
schedule-cell-v: ମୁମ୍ବାଇ	[215, 795, 247, 807]
schedule-cell-d: ୧୮ ଅକ୍ଟୋବର	[23, 466, 78, 478]
story6-headline: ଭାରତୀୟ ଶତରଞ୍ଜ ଖେଳାଳିଙ୍କୁ ଆର୍ଥିକ କ୍ଷତି	[16, 1485, 476, 1517]
schedule-cell-m: ଇଂଲଣ୍ଡ ବନାମ ଶ୍ରୀଲଙ୍କା	[95, 631, 197, 643]
schedule-cell-d: ୯ ଅକ୍ଟୋବର	[23, 270, 73, 282]
schedule-cell-m: ଦକ୍ଷିଣ ଆଫ୍ରିକା ବନାମ ଶ୍ରୀଲଙ୍କା	[95, 466, 179, 490]
point-table-header-cell: ବିଜୟ	[394, 466, 428, 484]
schedule-cell-v: ଚେନ୍ନାଇ	[215, 439, 249, 451]
story4-dateline: କୋଲକାତା, ୯ା୮ (ପିଟିଆଇ)	[490, 1156, 596, 1169]
point-table-header-cell: ଗ.ଗୋଲ	[497, 466, 548, 484]
schedule-cell-d: ୧୬ ନଭେମ୍ବର	[23, 1021, 77, 1033]
schedule-row	[21, 465, 283, 492]
point-table-header-cell: ପଏଣ୍ଟ	[653, 466, 696, 484]
schedule-cell-v: ବେଙ୍ଗାଲୁରୁ	[215, 936, 260, 948]
schedule-cell-v: ଧର୍ମଶାଳା	[215, 698, 247, 710]
point-table-value: ୪	[356, 568, 394, 585]
schedule-cell-m: ଭାରତ ବନାମ ବାଂଲାଦେଶ	[95, 493, 184, 505]
registration-swatch	[567, 2325, 589, 2337]
registration-swatch	[889, 2325, 911, 2337]
schedule-cell-d: ୧୩ ଅକ୍ଟୋବର	[23, 355, 81, 367]
schedule-row	[21, 228, 283, 255]
schedule-row	[21, 339, 283, 354]
schedule-cell-v: ଅହମଦାବାଦ	[215, 173, 260, 185]
point-table-value: ୫	[497, 551, 548, 568]
banner-photo-2	[1071, 1248, 1143, 1298]
point-table-value: ୬	[497, 534, 548, 551]
story6-photo-caption: କୋଲକାତା: ଏକ ଫୁଟବଲ ଟୁର୍ଣ୍ଣାମେଣ୍ଟର ମ୍ୟାଚରେ ଦୁଇ ଦଳର ଖେଳାଳିଙ୍କ ମଧ୍ୟରେ ବଲ ପାଇଁ ଲଢ଼େଇ।	[651, 1830, 910, 1853]
schedule-cell-d: ୩ ନଭେମ୍ବର	[23, 810, 74, 822]
point-table-value: ୧୫	[548, 568, 597, 585]
schedule-cell-v: ମୁମ୍ବାଇ	[215, 895, 247, 907]
schedule-cell-d: ୧୫ ଅକ୍ଟୋବର	[23, 398, 79, 410]
schedule-cell-d: ୨୭ ଅକ୍ଟୋବର	[23, 672, 79, 684]
schedule-cell-d: ୨୧ ଅକ୍ଟୋବର	[23, 522, 78, 534]
hockey-celebration-photo	[706, 98, 1461, 618]
schedule-cell-m: ଦକ୍ଷିଣ ଆଫ୍ରିକା ବନାମ ବାଂଲାଦେଶ	[95, 604, 179, 628]
schedule-cell-d: ୨୨ ଅକ୍ଟୋବର	[23, 575, 78, 587]
point-table-row	[298, 517, 696, 534]
schedule-column	[16, 98, 288, 1054]
schedule-row	[21, 492, 283, 507]
schedule-cell-m: ନ୍ୟୁଜିଲାଣ୍ଡ ବନାମ ଶ୍ରୀଲଙ୍କା	[95, 936, 208, 948]
photo-column	[706, 98, 1461, 1054]
schedule-cell-m: ବାଂଲାଦେଶ ବନାମ ଆଫଗାନିସ୍ତାନ	[95, 202, 158, 226]
player-3-head	[1084, 219, 1138, 281]
registration-swatch	[613, 2325, 635, 2337]
schedule-row	[21, 671, 283, 698]
schedule-cell-m: ଇଂଲଣ୍ଡ ବନାମ ଆଫଗାନିସ୍ତାନ	[95, 369, 211, 381]
story4-body: ଏସିଆନ ସର୍ବଭାରତୀୟ ଫୁଟବଲ ଟୁର୍ଣ୍ଣାମେଣ୍ଟରେ ଗୋକୁଲମ୍ କେରଳ ଏଫ୍‌ସି ସହଜ ବିଜୟ ହାସଲ କରିଛି। ସେମାନେ ପ୍ରତିପକ୍ଷ ଦଳକୁ ୩-୦ ଗୋଲରେ ହରାଇଛନ୍ତି। ମ୍ୟାଚର ୧୦ ମିନିଟରେ ପ୍ରଥମ ଗୋଲ ହୋଇଥିଲା। ଦ୍ୱିତୀୟାର୍ଦ୍ଧରେ ଆଉ ଦୁଇଟି ଗୋଲ ସ୍କୋର କରାଯାଇଥିଲା। ଗୋକୁଲମ୍ ଦଳ ପୂରା ମ୍ୟାଚରେ ବଲ ଉପରେ ନିୟନ୍ତ୍ରଣ ରଖିଥିଲା।	[455, 1174, 596, 1314]
story4-headline: ଗୋକୁଲମ୍ କେରଳର ସହଜ ବିଜୟ	[455, 1074, 580, 1151]
lead-subhead-2: ମାଲେସିଆ ବିଜୟୀ	[582, 194, 683, 211]
schedule-table	[21, 152, 283, 1049]
schedule-row	[21, 574, 283, 589]
schedule-cell-d: ୧ ନଭେମ୍ବର	[23, 769, 71, 781]
schedule-cell-v: ଚେନ୍ନାଇ	[215, 548, 249, 560]
bottom-section	[16, 1481, 1461, 1857]
point-table-value: -୪	[597, 551, 653, 568]
footballer-white-head	[690, 1548, 730, 1594]
point-table-value: ୨	[653, 551, 696, 568]
schedule-cell-d: ୬ ଅକ୍ଟୋବର	[23, 187, 74, 199]
schedule-cell-v: ହାଇଦ୍ରାବାଦ	[215, 270, 261, 282]
